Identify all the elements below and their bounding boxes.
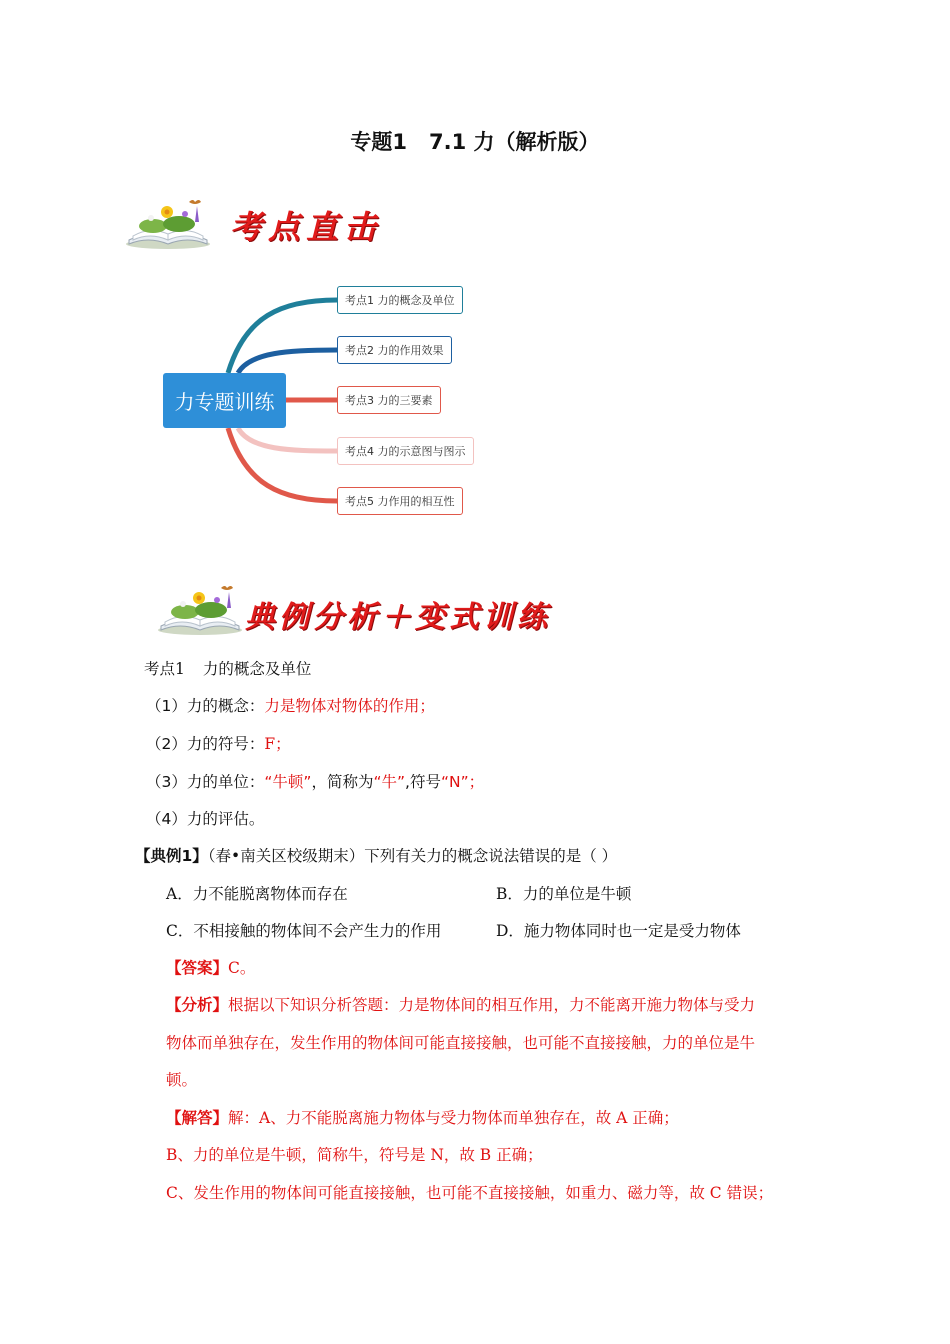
example-tag: 【典例1】 <box>135 847 208 865</box>
option-d: D．施力物体同时也一定是受力物体 <box>496 922 741 940</box>
solution-line-1 <box>166 1108 679 1128</box>
analysis-text-1: 根据以下知识分析答题：力是物体间的相互作用，力不能离开施力物体与受力 <box>228 996 756 1014</box>
mind-map-branch-3: 考点3 力的三要素 <box>337 386 441 414</box>
point-3-value-1: “牛顿” <box>264 773 312 791</box>
banner-heading-1: 考点直击 <box>230 208 383 246</box>
point-3-mid: ，简称为 <box>311 773 374 791</box>
point-1-value: 力是物体对物体的作用； <box>264 697 435 715</box>
solution-line-3: C、发生作用的物体间可能直接接触，也可能不直接接触，如重力、磁力等，故 C 错误； <box>166 1184 774 1202</box>
analysis-line-3: 顿。 <box>166 1071 198 1089</box>
point-2-label: （2）力的符号： <box>146 735 265 753</box>
point-3-value-3: “N”； <box>440 773 485 791</box>
section-heading-prefix: 考点1 <box>144 660 185 678</box>
answer-line <box>166 958 255 978</box>
mind-map-branch-4: 考点4 力的示意图与图示 <box>337 437 474 465</box>
option-c: C．不相接触的物体间不会产生力的作用 <box>166 922 442 940</box>
title-part1: 专题1 <box>350 130 408 154</box>
mind-map-branch-5: 考点5 力作用的相互性 <box>337 487 463 515</box>
mind-map-branch-2: 考点2 力的作用效果 <box>337 336 452 364</box>
option-a: A．力不能脱离物体而存在 <box>166 885 348 903</box>
point-3-value-2: “牛” <box>373 773 406 791</box>
analysis-line-1 <box>166 995 755 1015</box>
solution-text-1: 解：A、力不能脱离施力物体与受力物体而单独存在，故 A 正确； <box>228 1109 679 1127</box>
banner-heading-2: 典例分析＋变式训练 <box>245 600 551 635</box>
point-1-label: （1）力的概念： <box>146 697 265 715</box>
solution-tag: 【解答】 <box>166 1109 229 1127</box>
title-part2: 7.1 力（解析版） <box>429 130 600 154</box>
solution-line-2: B、力的单位是牛顿，简称牛，符号是 N，故 B 正确； <box>166 1146 543 1164</box>
point-2-value: F； <box>264 735 291 753</box>
mind-map-root: 力专题训练 <box>163 373 286 428</box>
answer-tag: 【答案】 <box>166 959 229 977</box>
option-b: B．力的单位是牛顿 <box>496 885 632 903</box>
section-heading-text: 力的概念及单位 <box>202 660 312 678</box>
analysis-tag: 【分析】 <box>166 996 229 1014</box>
example-question <box>135 846 617 866</box>
open-book-flowers-icon <box>123 196 213 250</box>
mind-map <box>150 272 510 532</box>
point-1 <box>146 696 435 716</box>
answer-text: C。 <box>228 959 256 977</box>
point-3-mid-2: ,符号 <box>405 773 441 791</box>
page-title <box>0 126 950 156</box>
open-book-flowers-icon-2 <box>155 582 245 636</box>
point-2 <box>146 734 291 754</box>
example-question-text: （春•南关区校级期末）下列有关力的概念说法错误的是（ ） <box>207 847 618 865</box>
point-3 <box>146 772 484 792</box>
section-heading <box>144 659 311 679</box>
point-4: （4）力的评估。 <box>146 810 265 828</box>
mind-map-branch-1: 考点1 力的概念及单位 <box>337 286 463 314</box>
analysis-line-2: 物体而单独存在，发生作用的物体间可能直接接触，也可能不直接接触，力的单位是牛 <box>166 1034 756 1052</box>
point-3-label: （3）力的单位： <box>146 773 265 791</box>
